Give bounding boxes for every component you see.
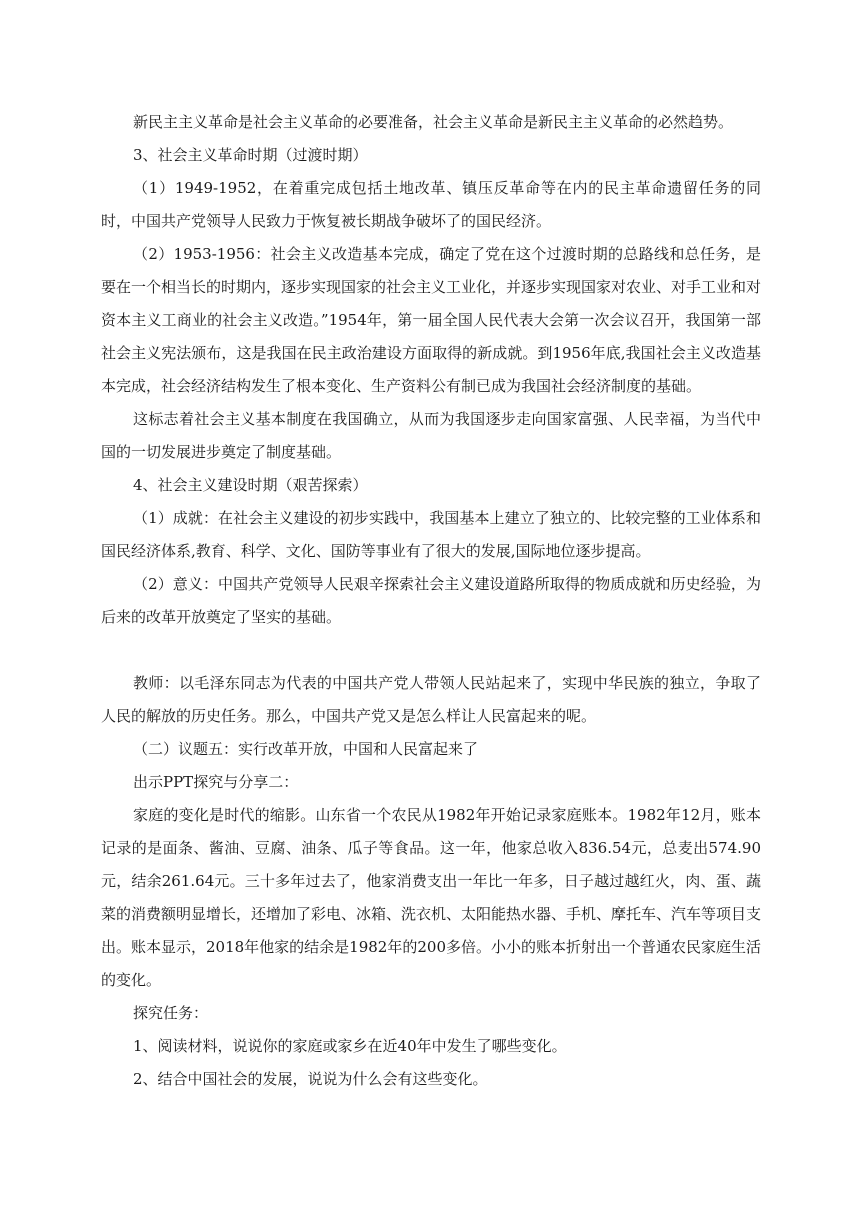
- task-item-1: 1、阅读材料，说说你的家庭或家乡在近40年中发生了哪些变化。: [133, 1037, 567, 1055]
- paragraph-significance: （2）意义：中国共产党领导人民艰辛探索社会主义建设道路所取得的物质成就和历史经验，为后来的改革开放奠定了坚实的基础。: [101, 575, 761, 626]
- heading-topic-five: （二）议题五：实行改革开放，中国和人民富起来了: [133, 740, 479, 758]
- heading-socialist-revolution-period: 3、社会主义革命时期（过渡时期）: [133, 146, 368, 164]
- heading-inquiry-tasks: 探究任务：: [133, 1004, 209, 1022]
- document-page: [101, 106, 761, 1096]
- paragraph-system-established: 这标志着社会主义基本制度在我国确立，从而为我国逐步走向国家富强、人民幸福，为当代中国的一切发展进步奠定了制度基础。: [101, 410, 761, 461]
- paragraph-family-ledger: 家庭的变化是时代的缩影。山东省一个农民从1982年开始记录家庭账本。1982年12月，账本记录的是面条、酱油、豆腐、油条、瓜子等食品。这一年，他家总收入836.54元，总麦出574.90元，结余261.64元。三十多年过去了，他家消费支出一年比一年多，日子越过越红火，肉、蛋、蔬菜的消费额明显增长，还增加了彩电、冰箱、洗衣机、太阳能热水器、手机、摩托车、汽车等项目支出。账本显示，2018年他家的结余是1982年的200多倍。小小的账本折射出一个普通农民家庭生活的变化。: [101, 806, 762, 989]
- heading-socialist-construction-period: 4、社会主义建设时期（艰苦探索）: [133, 476, 368, 494]
- paragraph-teacher-remark: 教师：以毛泽东同志为代表的中国共产党人带领人民站起来了，实现中华民族的独立，争取了人民的解放的历史任务。那么，中国共产党又是怎么样让人民富起来的呢。: [101, 674, 761, 725]
- paragraph-revolution-relation: 新民主主义革命是社会主义革命的必要准备，社会主义革命是新民主主义革命的必然趋势。: [133, 113, 734, 131]
- blank-line: [101, 634, 761, 667]
- paragraph-1949-1952: （1）1949-1952，在着重完成包括土地改革、镇压反革命等在内的民主革命遗留任务的同时，中国共产党领导人民致力于恢复被长期战争破坏了的国民经济。: [101, 179, 761, 230]
- paragraph-show-ppt: 出示PPT探究与分享二：: [133, 773, 299, 791]
- paragraph-1953-1956: （2）1953-1956：社会主义改造基本完成，确定了党在这个过渡时期的总路线和总任务，是要在一个相当长的时期内，逐步实现国家的社会主义工业化，并逐步实现国家对农业、对手工业和对资本主义工商业的社会主义改造。”1954年，第一届全国人民代表大会第一次会议召开，我国第一部社会主义宪法颁布，这是我国在民主政治建设方面取得的新成就。到1956年底,我国社会主义改造基本完成，社会经济结构发生了根本变化、生产资料公有制已成为我国社会经济制度的基础。: [101, 245, 762, 395]
- task-item-2: 2、结合中国社会的发展，说说为什么会有这些变化。: [133, 1070, 488, 1088]
- paragraph-achievements: （1）成就：在社会主义建设的初步实践中，我国基本上建立了独立的、比较完整的工业体系和国民经济体系,教育、科学、文化、国防等事业有了很大的发展,国际地位逐步提高。: [101, 509, 761, 560]
